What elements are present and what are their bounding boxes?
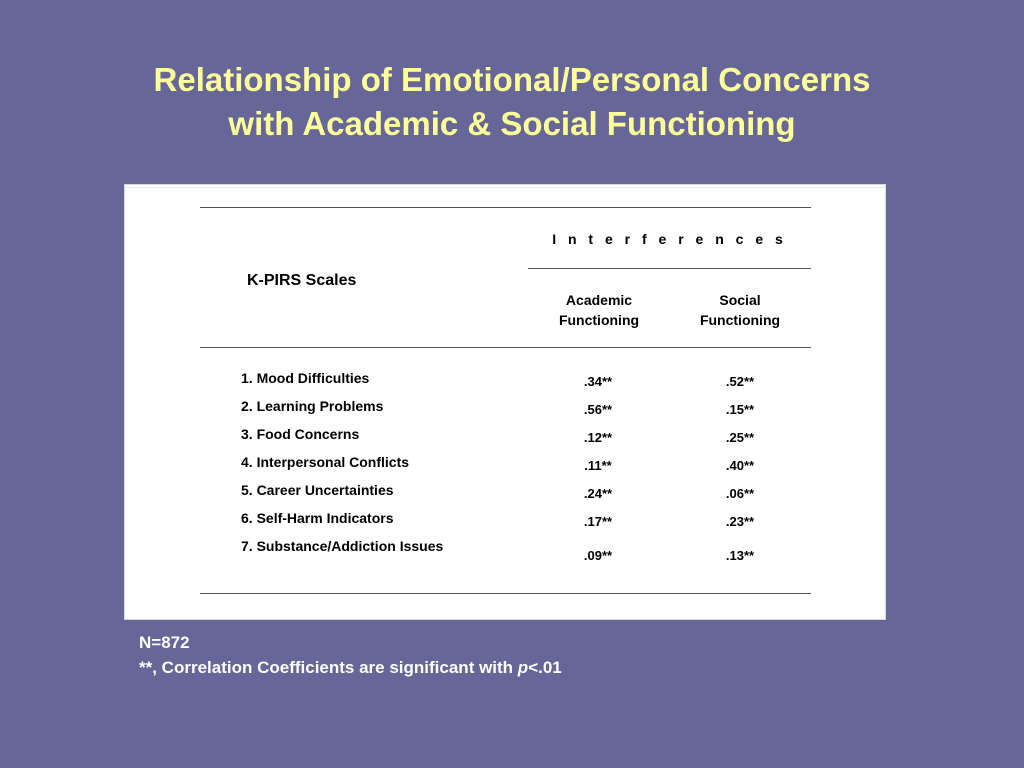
- row-label: 7. Substance/Addiction Issues: [241, 538, 444, 554]
- p-threshold: <.01: [528, 658, 562, 677]
- table-bottom-rule: [200, 593, 811, 594]
- academic-value: .17**: [583, 514, 613, 529]
- significance-text: **, Correlation Coefficients are significant with: [139, 658, 518, 677]
- academic-header-line-2: Functioning: [558, 312, 640, 328]
- academic-value: .09**: [583, 548, 613, 563]
- social-value: .13**: [725, 548, 755, 563]
- row-label: 4. Interpersonal Conflicts: [241, 454, 410, 470]
- social-value: .25**: [725, 430, 755, 445]
- sample-size: N=872: [139, 633, 190, 652]
- social-value: .23**: [725, 514, 755, 529]
- title-line-1: Relationship of Emotional/Personal Concerns: [153, 61, 871, 98]
- academic-value: .11**: [584, 458, 612, 473]
- academic-value: .34**: [583, 374, 613, 389]
- academic-value: .12**: [583, 430, 613, 445]
- academic-functioning-header: [529, 290, 669, 330]
- social-value: .40**: [725, 458, 755, 473]
- scales-header: K-PIRS Scales: [247, 272, 357, 289]
- academic-value: .56**: [583, 402, 613, 417]
- footnote: [139, 630, 562, 680]
- table-top-rule: [200, 207, 811, 208]
- table-panel: [124, 184, 886, 620]
- row-label: 5. Career Uncertainties: [241, 482, 394, 498]
- p-symbol: p: [517, 658, 529, 677]
- row-label: 1. Mood Difficulties: [241, 370, 370, 386]
- slide-title: [0, 58, 1024, 146]
- significance-note: [139, 655, 562, 680]
- academic-header-line-1: Academic: [565, 292, 633, 308]
- social-functioning-header: [670, 290, 810, 330]
- social-value: .52**: [725, 374, 755, 389]
- row-label: 3. Food Concerns: [241, 426, 360, 442]
- interferences-header: I n t e r f e r e n c e s: [552, 231, 787, 247]
- social-header-line-1: Social: [719, 292, 761, 308]
- row-label: 2. Learning Problems: [241, 398, 384, 414]
- social-value: .15**: [725, 402, 755, 417]
- interferences-rule: [528, 268, 811, 269]
- row-label: 6. Self-Harm Indicators: [241, 510, 394, 526]
- title-line-2: with Academic & Social Functioning: [228, 105, 796, 142]
- panel-top-border: [124, 187, 886, 188]
- header-bottom-rule: [200, 347, 811, 348]
- academic-value: .24**: [583, 486, 613, 501]
- social-value: .06**: [725, 486, 755, 501]
- social-header-line-2: Functioning: [699, 312, 781, 328]
